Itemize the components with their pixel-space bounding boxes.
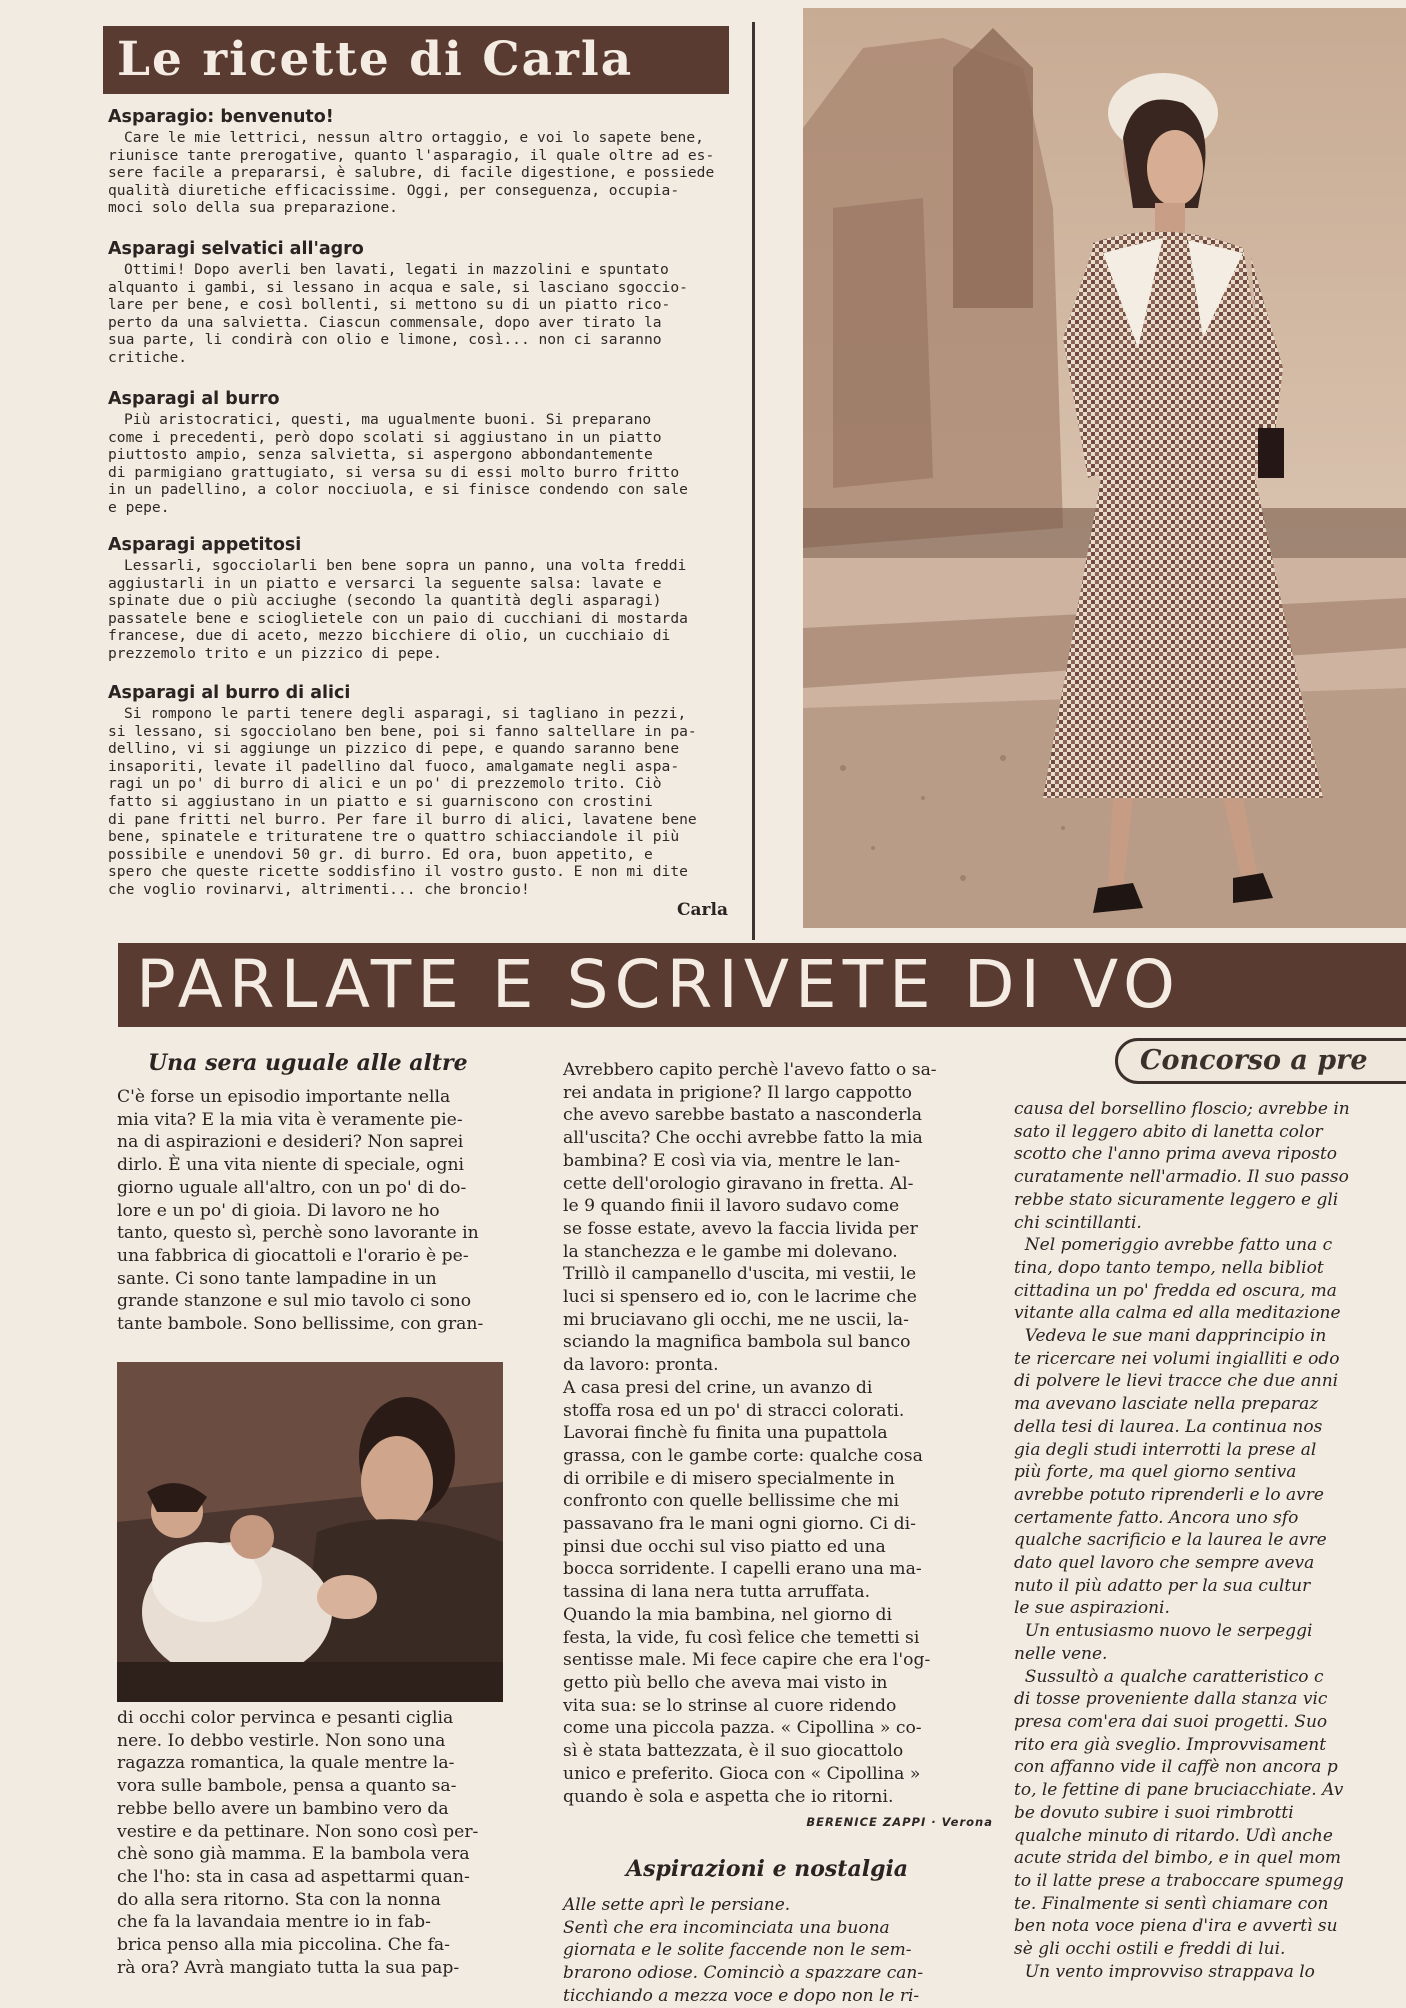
recipe-4: [108, 534, 728, 663]
article-body-col3: causa del borsellino floscio; avrebbe in sato il leggero abito di lanetta color scotto che l'anno prima aveva riposto curatamente nell'armadio. Il suo passo rebbe stato sicuramente leggero e gli chi scintillanti. Nel pomeriggio avrebbe fatto una c tina, dopo tanto tempo, nella bibliot cittadina un po' fredda ed oscura, ma vitante alla calma ed alla meditazione Vedeva le sue mani dapprincipio in te ricercare nei volumi ingialliti e odo di polvere le lievi tracce che due anni ma avevano lasciate nella preparaz della tesi di laurea. La continua nos gia degli studi interrotti la prese al più forte, ma quel giorno sentiva avrebbe potuto riprenderli e lo avre certamente fatto. Ancora uno sfo qualche sacrificio e la laurea le avre dato quel lavoro che sempre aveva nuto il più adatto per la sua cultur le sue aspirazioni. Un entusiasmo nuovo le serpeggi nelle vene. Sussultò a qualche caratteristico c di tosse proveniente dalla stanza vic presa com'era dai suoi progetti. Suo rito era già sveglio. Improvvisament con affanno vide il caffè non ancora p to, le fettine di pane bruciacchiate. Av be dovuto subire i suoi rimbrotti qualche minuto di ritardo. Udì anche acute strida del bimbo, e in quel mom to il latte prese a traboccare spumegg te. Finalmente si sentì chiamare con ben nota voce piena d'ira e avvertì su sè gli occhi ostili e freddi di lui. Un vento improvviso strappava lo: [1014, 1099, 1350, 1982]
recipe-text: Lessarli, sgocciolarli ben bene sopra un panno, una volta freddi aggiustarli in un piatto e versarci la seguente salsa: lavate e spinate due o più acciughe (secondo la quantità degli asparagi) passatele bene e scioglietele con un paio di cucchiani di mostarda francese, due di aceto, mezzo bicchiere di olio, un cucchiaio di prezzemolo trito e un pizzico di pepe.: [108, 557, 688, 662]
recipe-title: Asparagio: benvenuto!: [108, 107, 334, 127]
recipe-title: Asparagi appetitosi: [108, 535, 302, 555]
recipe-title: Asparagi al burro di alici: [108, 683, 351, 703]
doll-maker-illustration: [117, 1362, 503, 1702]
recipe-2: [108, 238, 728, 367]
doll-maker-photo: [117, 1362, 503, 1702]
recipe-1: [108, 106, 728, 217]
recipe-3: [108, 388, 728, 517]
article-body-col2: Avrebbero capito perchè l'avevo fatto o sa- rei andata in prigione? Il largo cappotto che avevo sarebbe bastato a nasconderla all'uscita? Che occhi avrebbe fatto la mia bambina? E così via via, mentre le lan- cette dell'orologio giravano in fretta. Al- le 9 quando finii il lavoro sudavo come se fosse estate, avevo la faccia livida per la stanchezza e le gambe mi dolevano. Trillò il campanello d'uscita, mi vestii, le luci si spensero ed io, con le lacrime che mi bruciavano gli occhi, me ne uscii, la- sciando la magnifica bambola sul banco da lavoro: pronta. A casa presi del crine, un avanzo di stoffa rosa ed un po' di stracci colorati. Lavorai finchè fu finita una pupattola grassa, con le gambe corte: qualche cosa di orribile e di misero specialmente in confronto con quelle bellissime che mi passavano fra le mani ogni giorno. Ci di- pinsi due occhi sul viso piatto ed una bocca sorridente. I capelli erano una ma- tassina di lana nera tutta arruffata. Quando la mia bambina, nel giorno di festa, la vide, fu così felice che temetti si sentisse male. Mi fece capire che era l'og- getto più bello che aveva mai visto in vita sua: se lo strinse al cuore ridendo come una piccola pazza. « Cipollina » co- sì è stata battezzata, è il suo giocattolo unico e preferito. Gioca con « Cipollina » quando è sola e aspetta che io ritorni.: [563, 1060, 937, 1807]
article-body-col1: C'è forse un episodio importante nella mia vita? E la mia vita è veramente pie- na di aspirazioni e desideri? Non saprei dirlo. È una vita niente di speciale, ogni giorno uguale all'altro, con un po' di do- lore e un po' di gioia. Di lavoro ne ho tanto, questo sì, perchè sono lavorante in una fabbrica di giocattoli e l'orario è pe- sante. Ci sono tante lampadine in un grande stanzone e sul mio tavolo ci sono tante bambole. Sono bellissime, con gran-: [117, 1087, 484, 1335]
article-body-col2-italic: Alle sette aprì le persiane. Sentì che era incominciata una buona giornata e le solite faccende non le sem- brarono odiose. Cominciò a spazzare can- ticchiando a mezza voce e dopo non le ri-: [563, 1895, 924, 2006]
article-title: Aspirazioni e nostalgia: [626, 1856, 909, 1882]
recipes-signature: Carla: [677, 900, 728, 920]
recipe-text: Ottimi! Dopo averli ben lavati, legati in mazzolini e spuntato alquanto i gambi, si lessano in acqua e sale, si lasciano sgoccio- lare per bene, e così bollenti, si mettono su di un piatto rico- perto da una salvietta. Ciascun commensale, dopo aver tirato la sua parte, li condirà con olio e limone, così... non ci saranno critiche.: [108, 261, 688, 366]
concorso-badge: Concorso a pre: [1115, 1038, 1406, 1084]
recipe-title: Asparagi al burro: [108, 389, 280, 409]
recipe-title: Asparagi selvatici all'agro: [108, 239, 364, 259]
recipes-header: Le ricette di Carla: [103, 26, 729, 94]
column-divider: [752, 22, 755, 940]
fashion-photo-illustration: [803, 8, 1406, 928]
article-byline: BERENICE ZAPPI · Verona: [806, 1815, 993, 1829]
recipe-text: Più aristocratici, questi, ma ugualmente buoni. Si preparano come i precedenti, però dopo scolati si aggiustano in un piatto piuttosto ampio, senza salvietta, si aspergono abbondantemente di parmigiano grattugiato, si versa su di essi molto burro fritto in un padellino, a color nocciuola, e si finisce condendo con sale e pepe.: [108, 411, 688, 516]
article-col3-wrap: [1014, 1098, 1406, 2000]
article-title: Una sera uguale alle altre: [148, 1050, 468, 1076]
recipe-5: [108, 682, 728, 899]
fashion-photo: [803, 8, 1406, 928]
recipe-text: Si rompono le parti tenere degli asparagi, si tagliano in pezzi, si lessano, si sgocciolano ben bene, poi si fanno saltellare in pa- dellino, vi si aggiunge un pizzico di pepe, e quando saranno bene insaporiti, levate il padellino dal fuoco, amalgamate negli aspa- ragi un po' di burro di alici e un po' di prezzemolo trito. Ciò fatto si aggiustano in un piatto e si guarniscono con crostini di pane fritti nel burro. Per fare il burro di alici, lavatene bene bene, spinatele e trituratene tre o quattro schiacciandole il più possibile e unendovi 50 gr. di burro. Ed ora, buon appetito, e spero che queste ricette soddisfino il vostro gusto. E non mi dite che voglio rovinarvi, altrimenti... che broncio!: [108, 705, 697, 898]
main-banner: PARLATE E SCRIVETE DI VO: [118, 943, 1406, 1027]
article-body-col1-cont: di occhi color pervinca e pesanti ciglia nere. Io debbo vestirle. Non sono una ragazza romantica, la quale mentre la- vora sulle bambole, pensa a quanto sa- rebbe bello avere un bambino vero da vestire e da pettinare. Non sono così per- chè sono già mamma. E la bambola vera che l'ho: sta in casa ad aspettarmi quan- do alla sera ritorno. Sta con la nonna che fa la lavandaia mentre io in fab- brica penso alla mia piccolina. Che fa- rà ora? Avrà mangiato tutta la sua pap-: [117, 1708, 479, 1978]
recipe-text: Care le mie lettrici, nessun altro ortaggio, e voi lo sapete bene, riunisce tante prerogative, quanto l'asparagio, il quale oltre ad es- sere facile a prepararsi, è salubre, di facile digestione, e possiede qualità diuretiche efficacissime. Oggi, per conseguenza, occupia- moci solo della sua preparazione.: [108, 129, 715, 217]
